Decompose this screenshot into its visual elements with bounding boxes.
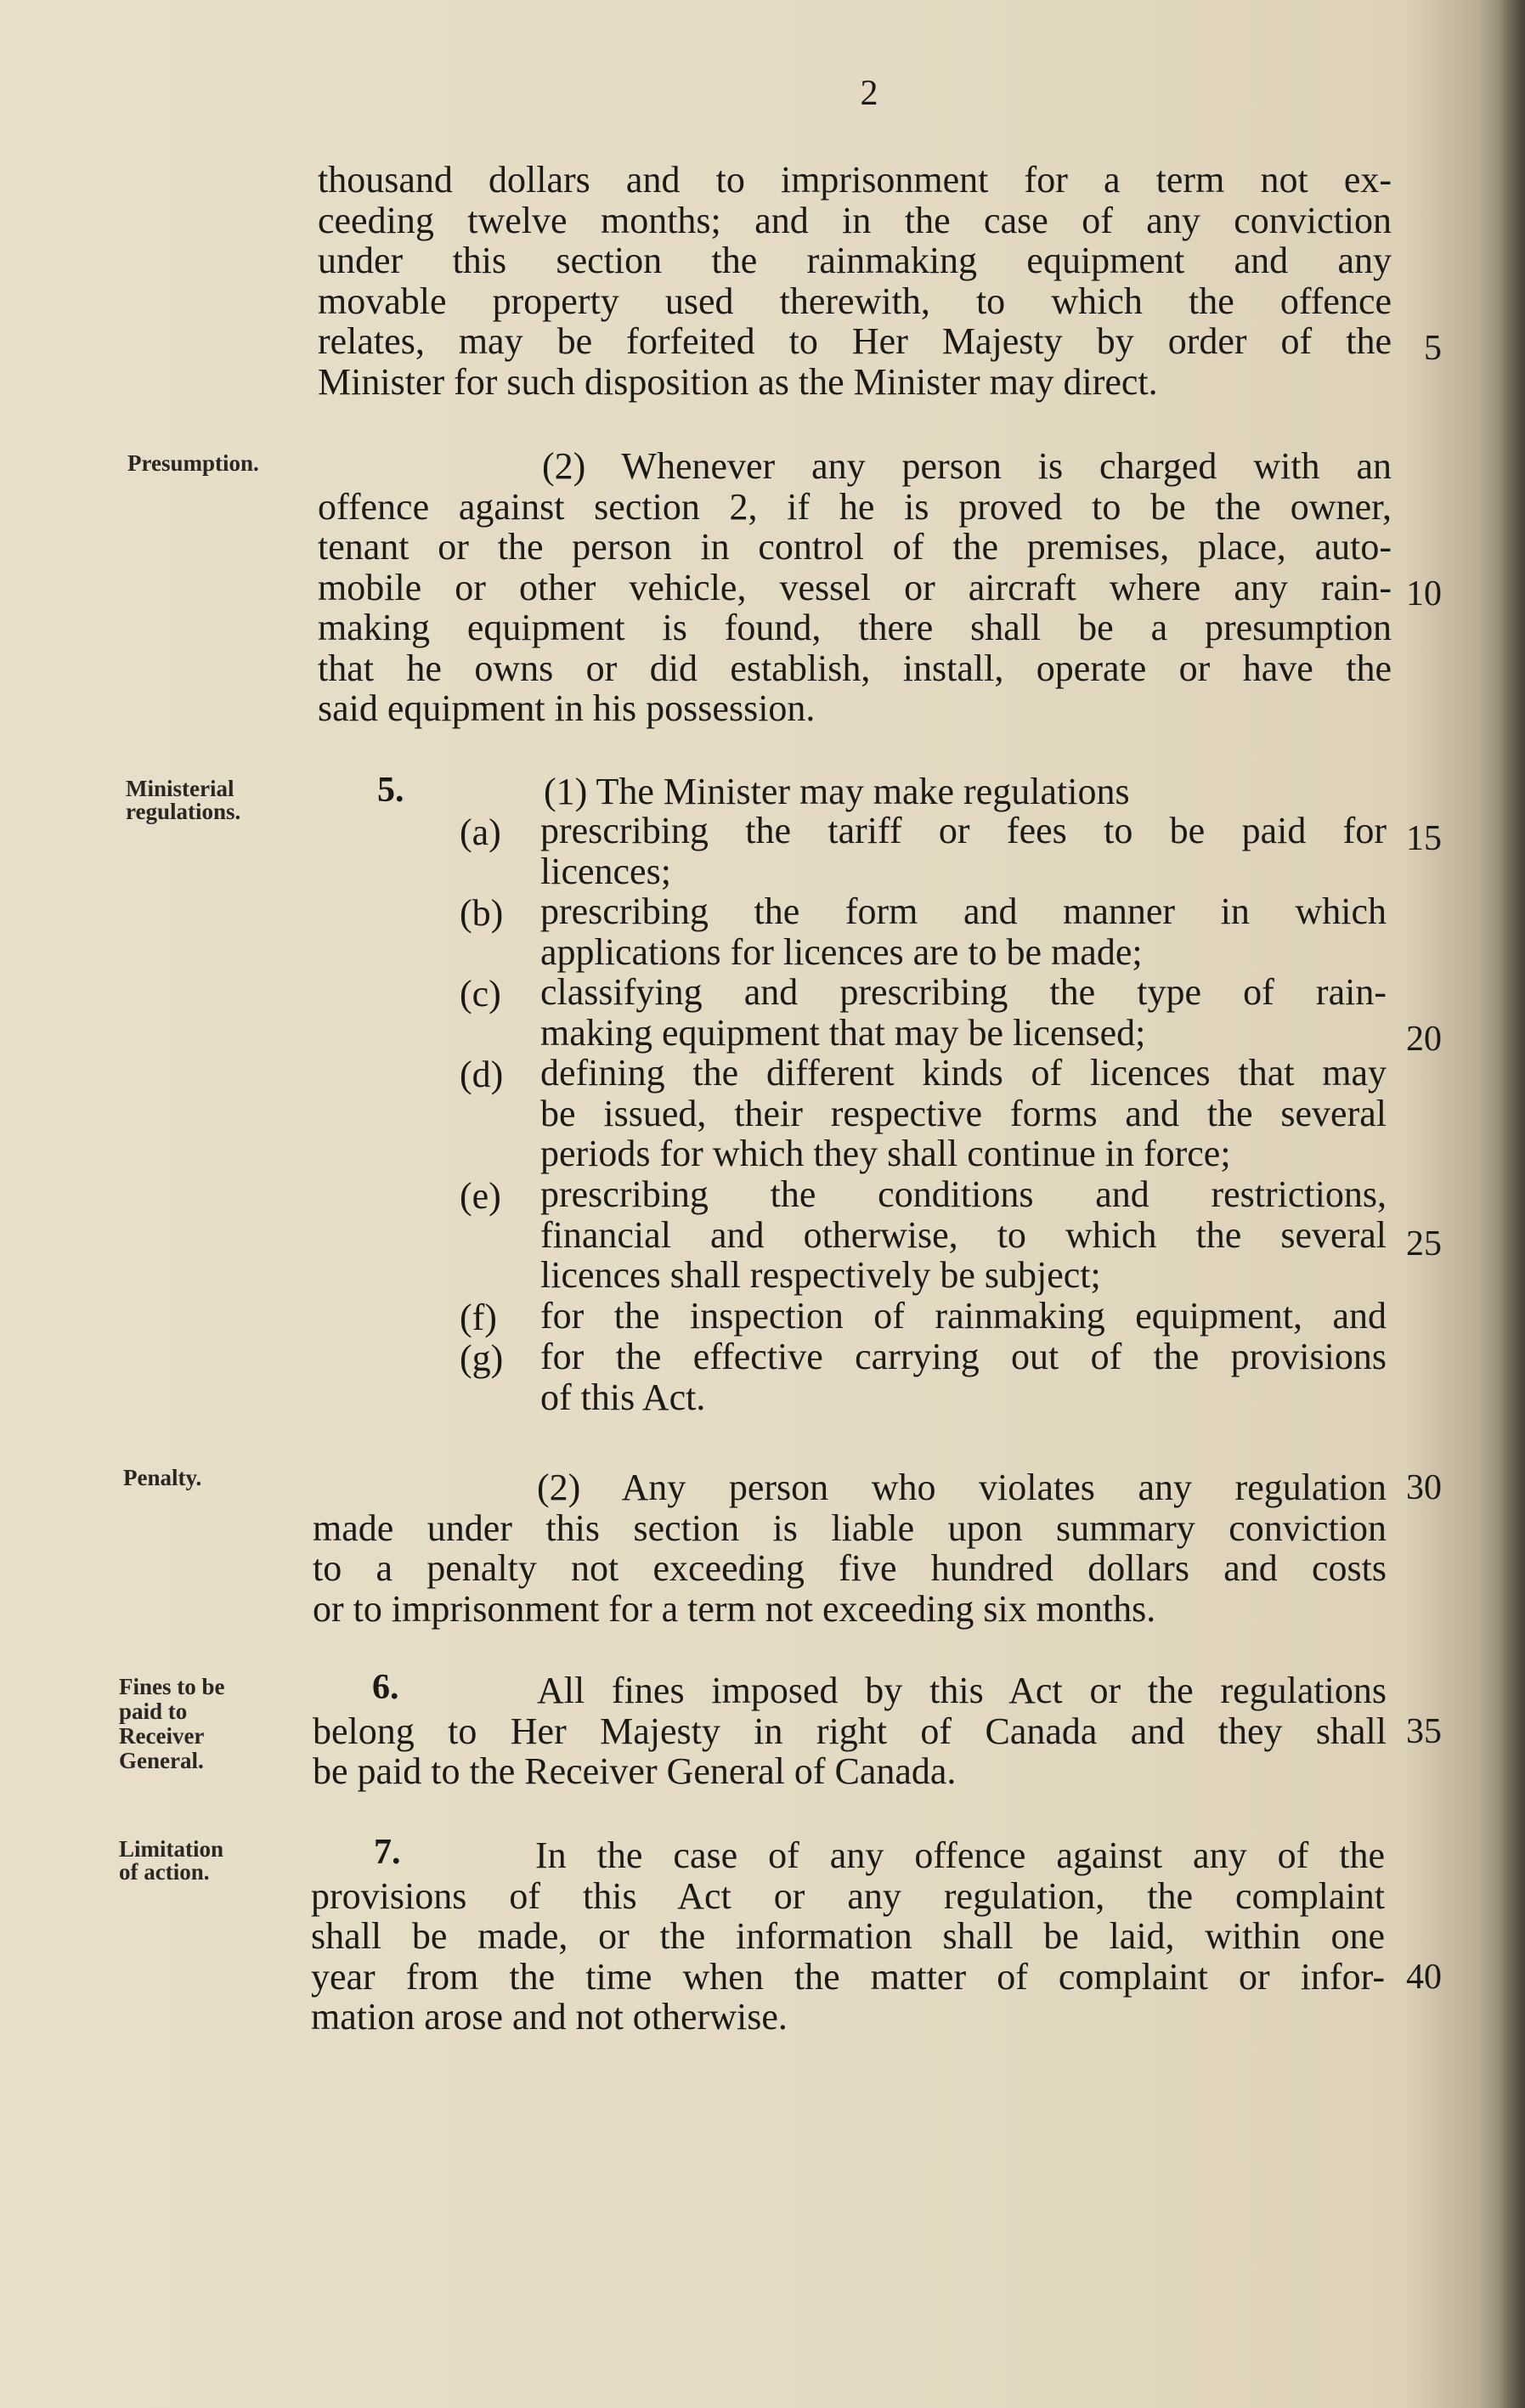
clause-text [540,891,1387,972]
text-line: shall be made, or the information shall be laid, within one [311,1915,1385,1957]
section-number: 7. [374,1833,401,1872]
marginal-note-line: Fines to be [119,1674,225,1699]
clause-text [540,1174,1387,1296]
marginal-note-line: regulations. [126,799,241,824]
clause-text [540,1053,1387,1174]
text-line: In the case of any offence against any of the [535,1834,1385,1876]
marginal-note-presumption: Presumption. [127,450,259,476]
text-line: for the effective carrying out of the provisions [540,1336,1387,1377]
paragraph-penalty [313,1467,1387,1629]
marginal-note-limitation [119,1838,223,1884]
marginal-note-line: Ministerial [126,776,234,801]
text-line: of this Act. [540,1376,706,1418]
clause-text [540,1296,1387,1337]
text-line: All fines imposed by this Act or the regulations [537,1670,1387,1711]
clause-label: (e) [460,1175,501,1217]
text-line: licences; [540,850,671,892]
clause-label: (f) [460,1297,497,1338]
text-line: under this section the rainmaking equipment and any [318,240,1392,281]
text-line: relates, may be forfeited to Her Majesty by order of the [318,320,1392,362]
text-line: classifying and prescribing the type of rain- [540,971,1387,1013]
text-line: that he owns or did establish, install, operate or have the [318,647,1392,689]
marginal-note-fines [119,1675,225,1773]
line-number: 15 [1406,819,1442,858]
marginal-note-ministerial-regulations [126,777,240,823]
text-line: defining the different kinds of licences that may [540,1052,1387,1094]
text-line: mation arose and not otherwise. [311,1996,788,2038]
text-line: ceeding twelve months; and in the case of any conviction [318,199,1392,241]
text-line: financial and otherwise, to which the several [540,1213,1387,1256]
page-number: 2 [860,74,878,113]
text-line: (2) Whenever any person is charged with an [542,445,1392,487]
line-number: 30 [1406,1468,1442,1507]
clause-label: (c) [460,973,501,1015]
text-line: mobile or other vehicle, vessel or aircraft where any rain- [318,566,1392,608]
text-line: be paid to the Receiver General of Canada. [313,1750,957,1792]
paragraph-presumption [318,446,1392,729]
marginal-note-line: General. [119,1748,204,1773]
section-number: 6. [372,1668,399,1707]
text-line: be issued, their respective forms and the several [540,1092,1387,1134]
text-line: offence against section 2, if he is proved to be the owner, [318,485,1392,528]
marginal-note-line: Limitation [119,1836,224,1862]
line-number: 35 [1406,1712,1442,1751]
clause-text [540,811,1387,891]
clause-text [540,1337,1387,1417]
section-number: 5. [377,771,404,810]
clause-text [540,972,1387,1053]
text-line: movable property used therewith, to which the offence [318,280,1392,322]
line-number: 40 [1406,1958,1442,1997]
marginal-note-line: paid to [119,1699,188,1724]
text-line: prescribing the tariff or fees to be paid for [540,810,1387,851]
paragraph-section-7 [311,1835,1385,2038]
clause-label: (g) [460,1337,504,1379]
text-line: applications for licences are to be made; [540,930,1143,973]
text-line: for the inspection of rainmaking equipment, and [540,1295,1387,1337]
text-line: or to imprisonment for a term not exceeding six months. [313,1587,1156,1630]
binding-shadow [1500,0,1525,2408]
text-line: thousand dollars and to imprisonment for a term not ex- [318,159,1392,201]
marginal-note-line: Receiver [119,1723,205,1749]
text-line: (2) Any person who violates any regulation [537,1467,1387,1508]
text-line: made under this section is liable upon summary conviction [313,1506,1387,1549]
clause-label: (b) [460,892,504,934]
line-number: 20 [1406,1020,1442,1059]
clause-label: (a) [460,811,501,853]
text-line: to a penalty not exceeding five hundred dollars and costs [313,1547,1387,1589]
text-line: periods for which they shall continue in force; [540,1133,1231,1174]
section-opening: (1) The Minister may make regulations [544,771,1130,812]
text-line: belong to Her Majesty in right of Canada and they shall [313,1710,1387,1752]
text-line: making equipment is found, there shall be a presumption [318,607,1392,648]
paragraph-continuation [318,160,1392,402]
line-number: 10 [1406,574,1442,613]
clause-label: (d) [460,1054,504,1095]
text-line: tenant or the person in control of the premises, place, auto- [318,526,1392,568]
marginal-note-penalty: Penalty. [123,1465,202,1490]
text-line: provisions of this Act or any regulation, the complaint [311,1874,1385,1917]
text-line: year from the time when the matter of complaint or infor- [311,1955,1385,1998]
line-number: 25 [1406,1224,1442,1263]
text-line: said equipment in his possession. [318,687,816,729]
text-line: making equipment that may be licensed; [540,1011,1146,1054]
text-line: prescribing the conditions and restrictions, [540,1173,1387,1215]
text-line: Minister for such disposition as the Minister may direct. [318,360,1158,403]
paragraph-section-6 [313,1670,1387,1792]
marginal-note-line: of action. [119,1859,210,1885]
text-line: prescribing the form and manner in which [540,890,1387,932]
text-line: licences shall respectively be subject; [540,1254,1101,1296]
line-number: 5 [1424,329,1442,368]
